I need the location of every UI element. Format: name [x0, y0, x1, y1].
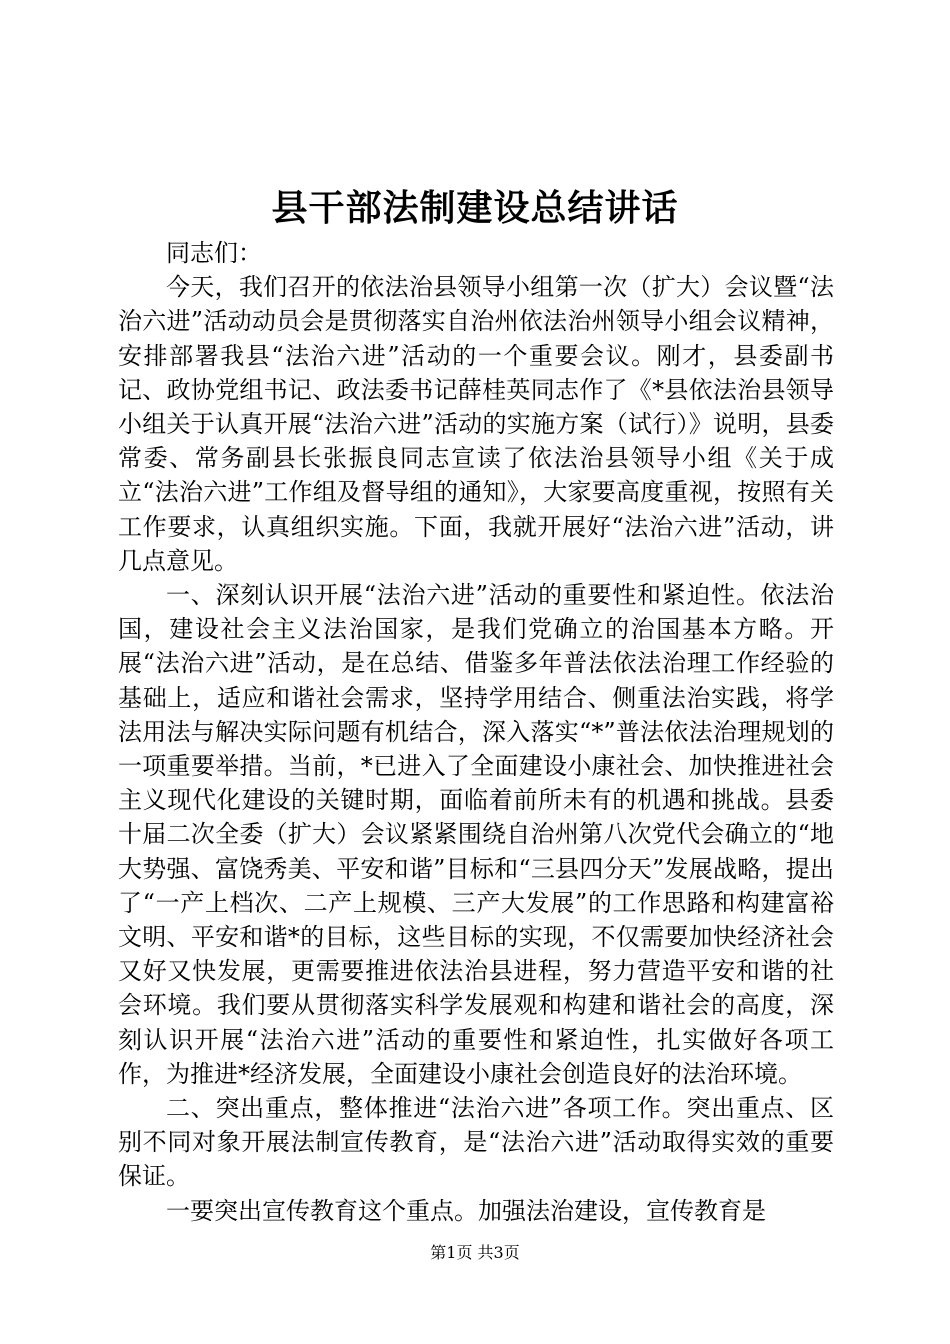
- page-number-footer: 第1页 共3页: [430, 1243, 520, 1262]
- paragraph: 二、突出重点，整体推进“法治六进”各项工作。突出重点、区别不同对象开展法制宣传教育，是“法治六进”活动取得实效的重要保证。: [118, 1094, 834, 1191]
- paragraph: 一要突出宣传教育这个重点。加强法治建设，宣传教育是: [166, 1196, 766, 1225]
- paragraph: 一、深刻认识开展“法治六进”活动的重要性和紧迫性。依法治国，建设社会主义法治国家，是我们党确立的治国基本方略。开展“法治六进”活动，是在总结、借鉴多年普法依法治理工作经验的基础上，适应和谐社会需求，坚持学用结合、侧重法治实践，将学法用法与解决实际问题有机结合，深入落实“*”普法依法治理规划的一项重要举措。当前，*已进入了全面建设小康社会、加快推进社会主义现代化建设的关键时期，面临着前所未有的机遇和挑战。县委十届二次全委（扩大）会议紧紧围绕自治州第八次党代会确立的“地大势强、富饶秀美、平安和谐”目标和“三县四分天”发展战略，提出了“一产上档次、二产上规模、三产大发展”的工作思路和构建富裕文明、平安和谐*的目标，这些目标的实现，不仅需要加快经济社会又好又快发展，更需要推进依法治县进程，努力营造平安和谐的社会环境。我们要从贯彻落实科学发展观和构建和谐社会的高度，深刻认识开展“法治六进”活动的重要性和紧迫性，扎实做好各项工作，为推进*经济发展，全面建设小康社会创造良好的法治环境。: [118, 581, 834, 1088]
- salutation: 同志们：: [166, 239, 262, 267]
- document-body: [118, 236, 834, 1228]
- paragraph: 今天，我们召开的依法治县领导小组第一次（扩大）会议暨“法治六进”活动动员会是贯彻落实自治州依法治州领导小组会议精神，安排部署我县“法治六进”活动的一个重要会议。刚才，县委副书记、政协党组书记、政法委书记薛桂英同志作了《*县依法治县领导小组关于认真开展“法治六进”活动的实施方案（试行）》说明，县委常委、常务副县长张振良同志宣读了依法治县领导小组《关于成立“法治六进”工作组及督导组的通知》，大家要高度重视，按照有关工作要求，认真组织实施。下面，我就开展好“法治六进”活动，讲几点意见。: [118, 273, 834, 575]
- document-title: 县干部法制建设总结讲话: [271, 187, 679, 229]
